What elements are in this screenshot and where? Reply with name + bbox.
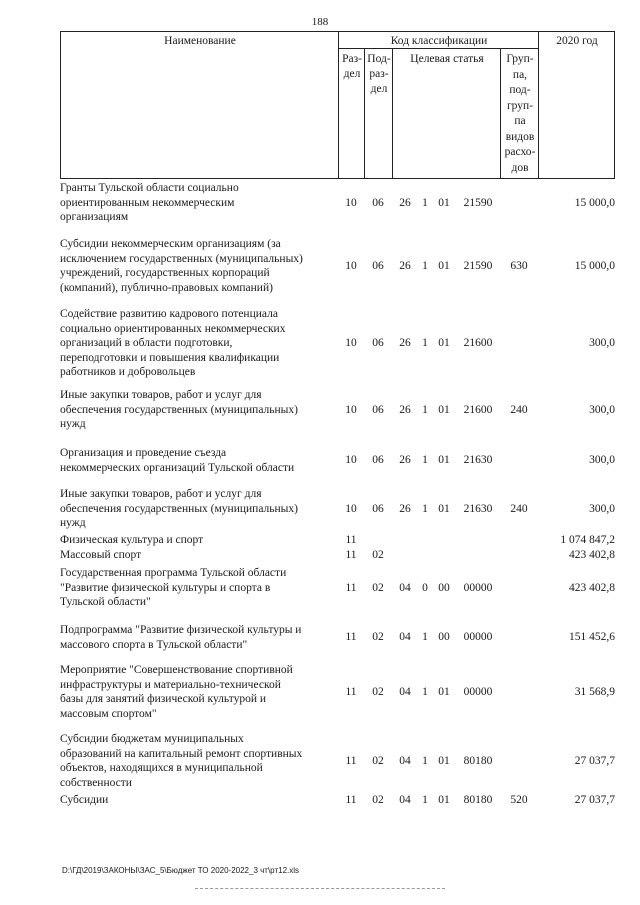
amount-cell: 27 037,7 bbox=[574, 794, 615, 806]
code-cell: 80180 bbox=[463, 754, 493, 767]
code-cell: 01 bbox=[438, 685, 450, 698]
code-cell: 10 bbox=[345, 337, 357, 349]
amount-cell: 15 000,0 bbox=[574, 196, 615, 209]
amount-cell: 300,0 bbox=[589, 403, 615, 416]
divider bbox=[364, 48, 365, 178]
code-cell: 00000 bbox=[463, 631, 493, 644]
row-name: Подпрограмма "Развитие физической культуры и массового спорта в Тульской области" bbox=[60, 624, 302, 651]
code-cell: 02 bbox=[372, 754, 384, 767]
code-cell: 1 bbox=[422, 196, 428, 209]
table-row bbox=[60, 487, 615, 531]
table-row bbox=[60, 548, 615, 563]
code-cell: 520 bbox=[510, 794, 528, 806]
footer-divider bbox=[195, 888, 445, 889]
code-cell: 02 bbox=[372, 581, 384, 594]
code-cell: 00000 bbox=[463, 581, 493, 594]
header-classification: Код классификации bbox=[390, 35, 488, 47]
divider bbox=[338, 32, 339, 178]
table-row bbox=[60, 388, 615, 432]
code-cell: 01 bbox=[438, 502, 450, 515]
code-cell: 21630 bbox=[463, 502, 493, 515]
divider bbox=[538, 32, 539, 178]
code-cell: 04 bbox=[399, 685, 411, 698]
code-cell: 0 bbox=[422, 581, 428, 594]
code-cell: 04 bbox=[399, 581, 411, 594]
code-cell: 1 bbox=[422, 454, 428, 467]
code-cell: 06 bbox=[372, 337, 384, 349]
row-name: Мероприятие "Совершенствование спортивной инфраструктуры и материально-технической базы для занятий физической культурой и массовым спортом" bbox=[60, 664, 293, 720]
code-cell: 01 bbox=[438, 337, 450, 349]
code-cell: 10 bbox=[345, 259, 357, 272]
divider bbox=[500, 48, 501, 178]
code-cell: 26 bbox=[399, 259, 411, 272]
header-target: Целевая статья bbox=[410, 53, 484, 65]
code-cell: 21590 bbox=[463, 196, 493, 209]
row-name: Субсидии bbox=[60, 794, 109, 806]
code-cell: 01 bbox=[438, 454, 450, 467]
code-cell: 00000 bbox=[463, 685, 493, 698]
amount-cell: 423 402,8 bbox=[569, 549, 615, 561]
code-cell: 00 bbox=[438, 581, 450, 594]
code-cell: 02 bbox=[372, 549, 384, 561]
table-row bbox=[60, 181, 615, 225]
row-name: Массовый спорт bbox=[60, 549, 142, 561]
code-cell: 80180 bbox=[463, 794, 493, 806]
header-group: Груп- па, под- груп- па видов расхо- дов bbox=[504, 53, 536, 174]
code-cell: 11 bbox=[345, 631, 357, 644]
code-cell: 04 bbox=[399, 794, 411, 806]
table-row bbox=[60, 446, 615, 475]
code-cell: 01 bbox=[438, 794, 450, 806]
header-podrazdel: Под- раз- дел bbox=[367, 53, 391, 95]
row-name: Организация и проведение съезда некоммерческих организаций Тульской области bbox=[60, 447, 295, 474]
code-cell: 1 bbox=[422, 754, 428, 767]
code-cell: 630 bbox=[510, 259, 528, 272]
row-name: Физическая культура и спорт bbox=[60, 534, 204, 546]
code-cell: 01 bbox=[438, 196, 450, 209]
code-cell: 06 bbox=[372, 196, 384, 209]
code-cell: 240 bbox=[510, 502, 528, 515]
code-cell: 00 bbox=[438, 631, 450, 644]
amount-cell: 300,0 bbox=[589, 502, 615, 515]
code-cell: 1 bbox=[422, 337, 428, 349]
table-row bbox=[60, 566, 615, 610]
amount-cell: 423 402,8 bbox=[569, 581, 615, 594]
code-cell: 02 bbox=[372, 685, 384, 698]
code-cell: 02 bbox=[372, 794, 384, 806]
row-name: Иные закупки товаров, работ и услуг для обеспечения государственных (муниципальных) нужд bbox=[60, 389, 298, 430]
table-row bbox=[60, 533, 615, 548]
code-cell: 01 bbox=[438, 403, 450, 416]
code-cell: 26 bbox=[399, 196, 411, 209]
code-cell: 26 bbox=[399, 337, 411, 349]
code-cell: 26 bbox=[399, 502, 411, 515]
code-cell: 11 bbox=[345, 754, 357, 767]
code-cell: 06 bbox=[372, 403, 384, 416]
code-cell: 21600 bbox=[463, 403, 493, 416]
code-cell: 21630 bbox=[463, 454, 493, 467]
file-path: D:\ГД\2019\ЗАКОНЫ\ЗАС_5\Бюджет ТО 2020-2022_3 чт\рт12.xls bbox=[62, 866, 300, 875]
table-row bbox=[60, 793, 615, 808]
code-cell: 11 bbox=[345, 581, 357, 594]
table-row bbox=[60, 623, 615, 652]
code-cell: 02 bbox=[372, 631, 384, 644]
code-cell: 26 bbox=[399, 454, 411, 467]
header-year: 2020 год bbox=[556, 35, 598, 47]
code-cell: 1 bbox=[422, 685, 428, 698]
table-row bbox=[60, 663, 615, 721]
code-cell: 1 bbox=[422, 631, 428, 644]
code-cell: 06 bbox=[372, 454, 384, 467]
code-cell: 10 bbox=[345, 454, 357, 467]
code-cell: 10 bbox=[345, 196, 357, 209]
code-cell: 01 bbox=[438, 259, 450, 272]
header-razdel: Раз- дел bbox=[342, 53, 362, 80]
amount-cell: 31 568,9 bbox=[574, 685, 615, 698]
row-name: Субсидии бюджетам муниципальных образований на капитальный ремонт спортивных объектов, находящихся в муниципальной собственности bbox=[60, 733, 303, 789]
code-cell: 11 bbox=[345, 549, 357, 561]
code-cell: 04 bbox=[399, 631, 411, 644]
amount-cell: 300,0 bbox=[589, 454, 615, 467]
code-cell: 11 bbox=[345, 534, 357, 546]
code-cell: 04 bbox=[399, 754, 411, 767]
page-number: 188 bbox=[311, 16, 329, 28]
amount-cell: 151 452,6 bbox=[569, 631, 615, 644]
code-cell: 1 bbox=[422, 794, 428, 806]
row-name: Иные закупки товаров, работ и услуг для обеспечения государственных (муниципальных) нужд bbox=[60, 488, 298, 529]
code-cell: 21600 bbox=[463, 337, 493, 349]
code-cell: 11 bbox=[345, 794, 357, 806]
amount-cell: 300,0 bbox=[589, 337, 615, 349]
code-cell: 06 bbox=[372, 502, 384, 515]
divider bbox=[392, 48, 393, 178]
table-header bbox=[60, 31, 615, 179]
code-cell: 01 bbox=[438, 754, 450, 767]
row-name: Субсидии некоммерческим организациям (за исключением государственных (муниципальных) учреждений, государственных корпораций (компаний), публично-правовых компаний) bbox=[60, 238, 303, 294]
code-cell: 1 bbox=[422, 502, 428, 515]
code-cell: 1 bbox=[422, 259, 428, 272]
code-cell: 21590 bbox=[463, 259, 493, 272]
amount-cell: 27 037,7 bbox=[574, 754, 615, 767]
row-name: Государственная программа Тульской области "Развитие физической культуры и спорта в Тульской области" bbox=[60, 567, 287, 608]
header-name: Наименование bbox=[164, 35, 236, 47]
code-cell: 240 bbox=[510, 403, 528, 416]
row-name: Содействие развитию кадрового потенциала социально ориентированных некоммерческих организаций в области подготовки, переподготовки и повышения квалификации работников и добровольцев bbox=[60, 308, 286, 378]
table-row bbox=[60, 307, 615, 380]
code-cell: 06 bbox=[372, 259, 384, 272]
code-cell: 10 bbox=[345, 403, 357, 416]
code-cell: 10 bbox=[345, 502, 357, 515]
code-cell: 26 bbox=[399, 403, 411, 416]
amount-cell: 1 074 847,2 bbox=[560, 534, 615, 546]
code-cell: 11 bbox=[345, 685, 357, 698]
table-row bbox=[60, 237, 615, 295]
amount-cell: 15 000,0 bbox=[574, 259, 615, 272]
row-name: Гранты Тульской области социально ориентированным некоммерческим организациям bbox=[60, 182, 239, 223]
code-cell: 1 bbox=[422, 403, 428, 416]
divider bbox=[338, 48, 538, 49]
table-row bbox=[60, 732, 615, 790]
